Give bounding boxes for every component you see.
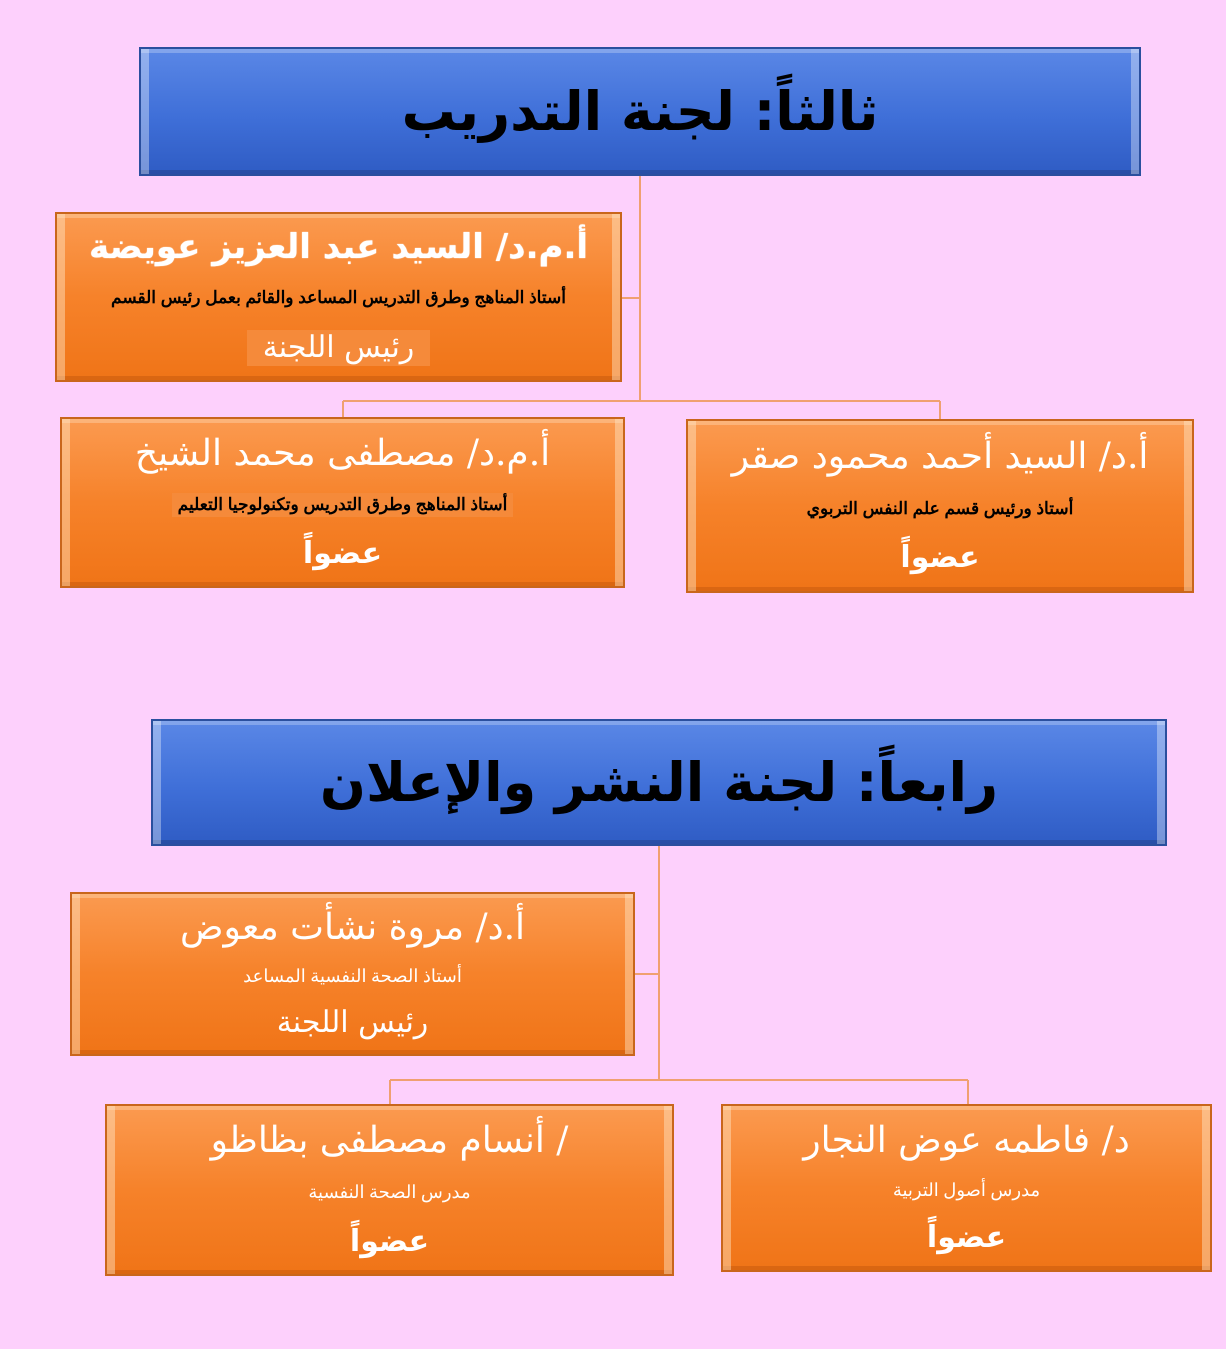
section3-member-role-left: عضواً [302, 536, 383, 572]
section3-chair-description: أستاذ المناهج وطرق التدريس المساعد والقائم بعمل رئيس القسم [111, 288, 566, 308]
section3-member-role-right: عضواً [900, 540, 980, 576]
section4-member-card-right [721, 1104, 1212, 1272]
section4-member-role-right: عضواً [926, 1220, 1007, 1256]
section4-member-card-left [105, 1104, 674, 1276]
section4-title: رابعاً: لجنة النشر والإعلان [319, 751, 999, 814]
section4-chair-card [70, 892, 635, 1056]
section4-member-description-left: مدرس الصحة النفسية [308, 1181, 471, 1202]
section4-chair-name: أ.د/ مروة نشأت معوض [179, 906, 526, 948]
section4-member-role-left: عضواً [349, 1223, 430, 1259]
section3-member-name-left: أ.م.د/ مصطفى محمد الشيخ [134, 432, 551, 474]
section3-member-description-right: أستاذ ورئيس قسم علم النفس التربوي [806, 498, 1074, 518]
section3-member-card-left [60, 417, 625, 588]
section3-member-name-right: أ.د/ السيد أحمد محمود صقر [731, 435, 1149, 477]
section4-member-name-left: / أنسام مصطفى بظاظو [210, 1120, 569, 1162]
section3-member-description-left: أستاذ المناهج وطرق التدريس وتكنولوجيا التعليم [172, 493, 514, 517]
section4-chair-description: أستاذ الصحة النفسية المساعد [243, 965, 462, 986]
section4-member-name-right: د/ فاطمه عوض النجار [803, 1119, 1130, 1161]
section3-chair-card [55, 212, 622, 382]
section3-chair-name: أ.م.د/ السيد عبد العزيز عويضة [89, 227, 589, 268]
section4-chair-role: رئيس اللجنة [276, 1005, 429, 1041]
section4-member-description-right: مدرس أصول التربية [892, 1179, 1041, 1200]
section3-title: ثالثاً: لجنة التدريب [401, 80, 879, 143]
section3-chair-role: رئيس اللجنة [247, 330, 431, 366]
section4-header [151, 719, 1167, 846]
section3-header [139, 47, 1141, 176]
section3-member-card-right [686, 419, 1194, 593]
